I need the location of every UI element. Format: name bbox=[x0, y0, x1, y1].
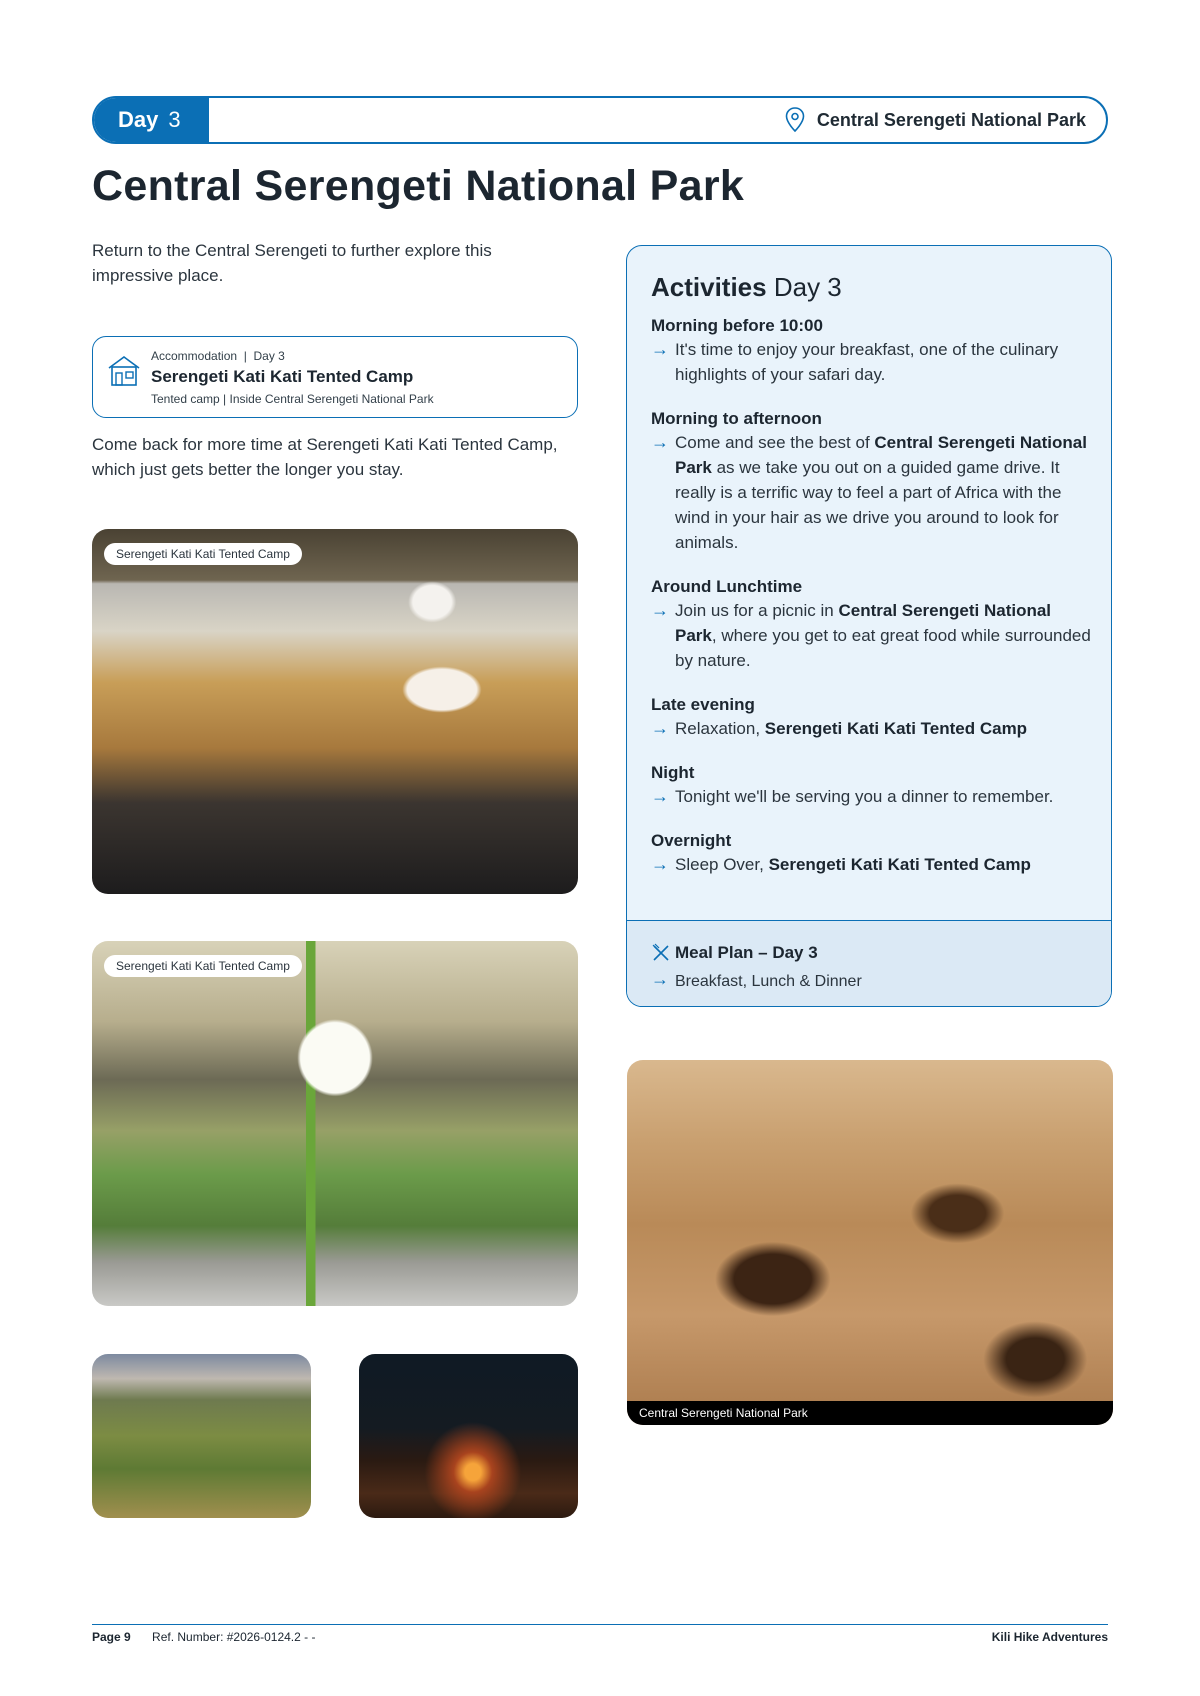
activity-text bbox=[651, 430, 1091, 555]
activity-text-post: as we take you out on a guided game drive. It really is a terrific way to feel a part of Africa with the wind in your hair as we drive you around to look for animals. bbox=[675, 458, 1062, 552]
activity-title: Night bbox=[651, 763, 695, 782]
photo-campfire-night bbox=[359, 1354, 578, 1518]
activity-section bbox=[651, 314, 1091, 387]
activities-heading-day: Day 3 bbox=[773, 272, 842, 302]
activities-panel bbox=[626, 245, 1112, 1007]
photo-caption: Central Serengeti National Park bbox=[627, 1401, 1113, 1425]
activity-text-pre: Come and see the best of bbox=[675, 433, 875, 452]
day-header-bar bbox=[92, 96, 1108, 144]
house-icon bbox=[107, 355, 141, 387]
activity-text-plain: Tonight we'll be serving you a dinner to remember. bbox=[675, 787, 1054, 806]
activity-title: Morning to afternoon bbox=[651, 409, 822, 428]
footer-divider bbox=[92, 1624, 1108, 1625]
activity-text-pre: Relaxation, bbox=[675, 719, 765, 738]
activity-title: Morning before 10:00 bbox=[651, 316, 823, 335]
activity-section bbox=[651, 575, 1091, 673]
activity-text-post: , where you get to eat great food while surrounded by nature. bbox=[675, 626, 1091, 670]
arrow-right-icon: → bbox=[651, 786, 669, 806]
activity-section bbox=[651, 761, 1091, 809]
day-number: 3 bbox=[168, 107, 181, 132]
photo-chef-breakfast bbox=[92, 529, 578, 894]
arrow-right-icon: → bbox=[651, 718, 669, 738]
arrow-right-icon: → bbox=[651, 969, 669, 989]
activity-title: Overnight bbox=[651, 831, 732, 850]
day-location bbox=[785, 98, 1086, 142]
activity-text bbox=[651, 716, 1091, 741]
activity-section bbox=[651, 693, 1091, 741]
accommodation-card[interactable] bbox=[92, 336, 578, 418]
meal-plan-text: Breakfast, Lunch & Dinner bbox=[675, 973, 862, 990]
utensils-icon bbox=[651, 943, 671, 963]
day-location-text: Central Serengeti National Park bbox=[816, 109, 1086, 130]
activities-heading bbox=[651, 272, 842, 303]
activity-text-pre: Sleep Over, bbox=[675, 855, 769, 874]
accommodation-meta: Accommodation | Day 3 bbox=[151, 349, 285, 363]
day-badge bbox=[94, 98, 209, 142]
page-number: Page 9 bbox=[92, 1630, 131, 1644]
photo-landscape bbox=[92, 1354, 311, 1518]
arrow-right-icon: → bbox=[651, 339, 669, 359]
activity-title: Late evening bbox=[651, 695, 755, 714]
activity-text-bold: Central Serengeti National Park bbox=[675, 601, 1052, 645]
map-pin-icon bbox=[785, 107, 805, 133]
activity-text bbox=[651, 337, 1091, 387]
arrow-right-icon: → bbox=[651, 432, 669, 452]
activity-text-pre: Join us for a picnic in bbox=[675, 601, 839, 620]
activities-list bbox=[651, 314, 1091, 897]
company-name: Kili Hike Adventures bbox=[991, 1630, 1108, 1644]
photo-tag: Serengeti Kati Kati Tented Camp bbox=[104, 955, 302, 977]
activity-text-bold: Central Serengeti National Park bbox=[675, 433, 1087, 477]
activity-text-bold: Serengeti Kati Kati Tented Camp bbox=[768, 855, 1031, 874]
page-title: Central Serengeti National Park bbox=[92, 162, 745, 210]
activity-section bbox=[651, 829, 1091, 877]
reference-number: Ref. Number: #2026-0124.2 - - bbox=[152, 1630, 316, 1644]
activity-text-bold: Serengeti Kati Kati Tented Camp bbox=[764, 719, 1028, 738]
arrow-right-icon: → bbox=[651, 600, 669, 620]
activity-text-plain: It's time to enjoy your breakfast, one of the culinary highlights of your safari day. bbox=[675, 340, 1059, 384]
activity-section bbox=[651, 407, 1091, 555]
photo-tag: Serengeti Kati Kati Tented Camp bbox=[104, 543, 302, 565]
accommodation-subtitle: Tented camp | Inside Central Serengeti National Park bbox=[151, 392, 434, 406]
photo-wildebeest bbox=[627, 1060, 1113, 1425]
accommodation-description: Come back for more time at Serengeti Kati Kati Tented Camp, which just gets better the longer you stay. bbox=[92, 435, 558, 479]
activity-text bbox=[651, 598, 1091, 673]
activity-text bbox=[651, 784, 1091, 809]
day-label: Day bbox=[118, 107, 159, 132]
accommodation-name: Serengeti Kati Kati Tented Camp bbox=[151, 367, 414, 386]
intro-text: Return to the Central Serengeti to further explore this impressive place. bbox=[92, 241, 492, 285]
meal-plan bbox=[627, 920, 1111, 1007]
footer-left bbox=[92, 1630, 315, 1644]
activity-title: Around Lunchtime bbox=[651, 577, 803, 596]
meal-plan-title: Meal Plan – Day 3 bbox=[675, 943, 818, 962]
photo-tent-interior bbox=[92, 941, 578, 1306]
arrow-right-icon: → bbox=[651, 854, 669, 874]
activities-heading-bold: Activities bbox=[651, 272, 767, 302]
activity-text bbox=[651, 852, 1091, 877]
